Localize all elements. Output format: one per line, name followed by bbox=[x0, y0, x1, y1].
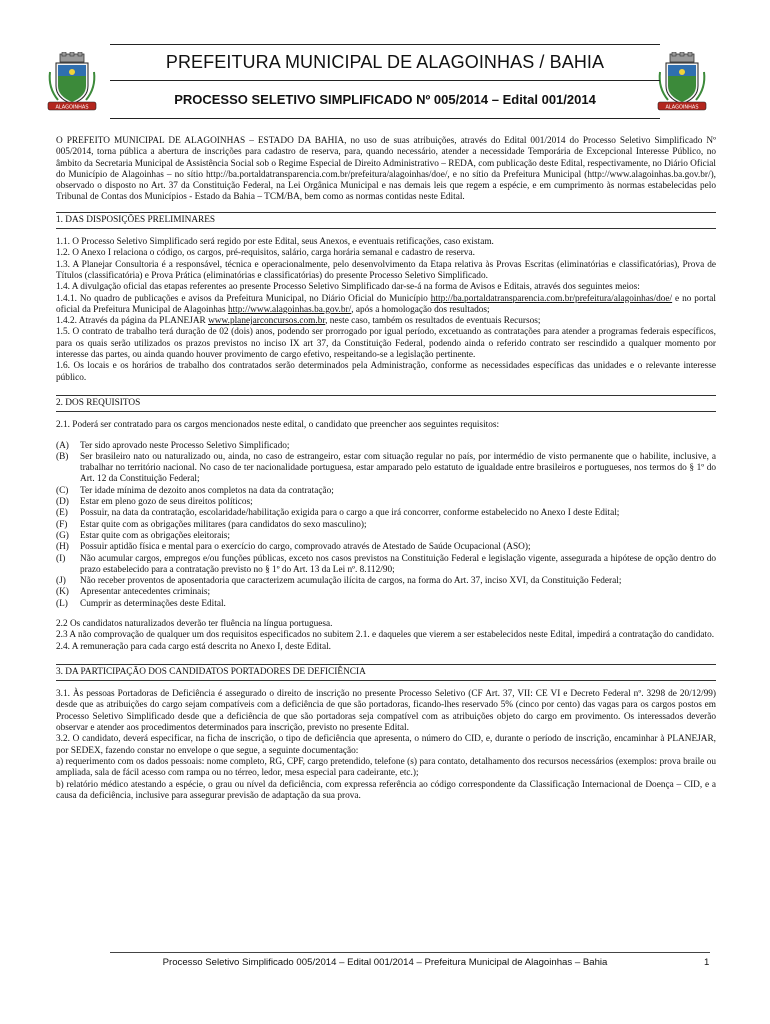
paragraph-2-1: 2.1. Poderá ser contratado para os cargos mencionados neste edital, o candidato que preencher aos seguintes requisitos: bbox=[56, 420, 500, 431]
list-key: (J) bbox=[56, 576, 66, 587]
paragraph-2-2: 2.2 Os candidatos naturalizados deverão ter fluência na língua portuguesa. bbox=[56, 618, 333, 629]
svg-text:ALAGOINHAS: ALAGOINHAS bbox=[55, 104, 89, 111]
paragraph-3-1: 3.1. Às pessoas Portadoras de Deficiência é assegurado o direito de inscrição no presente Processo Seletivo (CF Art. 37, VII: CE VI e Decreto Federal nº. 3298 de 20/12/99) desde que as atribuições do cargo sejam compatíveis com a deficiência de que são portadoras, ficando-lhes reservado 5% (cinco por cento) das vagas para os cargos postos em Processo Seletivo Simplificado desde que a deficiência de que são portadoras seja compatível com as atribuições objeto do cargo em provimento. Os interessados deverão observar e atender aos procedimentos determinados para inscrição, previsto no presente Edital. bbox=[56, 689, 716, 734]
paragraph-3-2-b: b) relatório médico atestando a espécie, o grau ou nível da deficiência, com expressa referência ao código correspondente da Classificação Internacional de Doença – CID, e a causa da deficiência, inclusive para assegurar previsão de adaptação da sua prova. bbox=[56, 779, 716, 801]
paragraph-3-2: 3.2. O candidato, deverá especificar, na ficha de inscrição, o tipo de deficiência que apresenta, o número do CID, e, durante o período de inscrição, encaminhar à PLANEJAR, por SEDEX, fazendo constar no envelope o que segue, a seguinte documentação: bbox=[56, 734, 716, 756]
section-heading-1: 1. DAS DISPOSIÇÕES PRELIMINARES bbox=[56, 212, 716, 229]
list-item bbox=[56, 497, 716, 508]
list-key: (K) bbox=[56, 587, 69, 598]
list-text: Apresentar antecedentes criminais; bbox=[80, 587, 211, 598]
list-key: (A) bbox=[56, 440, 69, 451]
svg-text:ALAGOINHAS: ALAGOINHAS bbox=[665, 104, 699, 111]
list-text: Estar em pleno gozo de seus direitos políticos; bbox=[80, 497, 253, 508]
paragraph-1-4-2-end: , neste caso, também os resultados de eventuais Recursos; bbox=[325, 316, 541, 327]
intro-paragraph: O PREFEITO MUNICIPAL DE ALAGOINHAS – ESTADO DA BAHIA, no uso de suas atribuições, através do Edital 001/2014 do Processo Seletivo Simplificado Nº 005/2014, torna pública a abertura de inscrições para cadastro de reserva, para, quando necessário, atender a necessidade Temporária de Excepcional Interesse Público, no âmbito da Secretaria Municipal de Assistência Social sob o Regime Especial de Direito Administrativo – REDA, com publicação deste Edital, respectivamente, no Diário Oficial do Município de Alagoinhas – no sítio http://ba.portaldatransparencia.com.br/prefeitura/alagoinhas/doe/, e no sítio da Prefeitura Municipal (http://www.alagoinhas.ba.gov.br/), observado o disposto no Art. 37 da Constituição Federal, na Lei Orgânica Municipal e nas demais leis que regem a espécie, e em cumprimento às normas estabelecidas pelo Tribunal de Contas dos Municípios - Estado da Bahia – TCM/BA, bem como as normas contidas neste Edital. bbox=[56, 136, 716, 203]
paragraph-1-5: 1.5. O contrato de trabalho terá duração de 02 (dois) anos, podendo ser prorrogado por igual período, excetuando as contratações para atender a programas federais específicos, para os quais serão utilizados os prazos previstos no inciso IX art 37, da Constituição Federal, podendo ainda o referido contrato ser rescindido a qualquer momento por interesse das partes, ou ainda quando houver provimento de cargo efetivo, respeitando-se a legislação pertinente. bbox=[56, 327, 716, 361]
planejar-link[interactable]: www.planejarconcursos.com.br bbox=[208, 316, 326, 327]
document-body bbox=[56, 136, 716, 802]
list-text: Possuir aptidão física e mental para o exercício do cargo, comprovado através de Atestado de Saúde Ocupacional (ASO); bbox=[80, 542, 531, 553]
list-item bbox=[56, 542, 716, 553]
prefeitura-link[interactable]: http://www.alagoinhas.ba.gov.br/ bbox=[227, 304, 352, 315]
list-item bbox=[56, 508, 716, 519]
list-text: Ser brasileiro nato ou naturalizado ou, ainda, no caso de estrangeiro, estar com situação regular no país, por intermédio de visto permanente que o habilite, inclusive, a trabalhar no território nacional. No caso de ter nacionalidade portuguesa, estar amparado pelo estatuto de igualdade entre brasileiros e portugueses, nos termos do § 1º do Art. 12 da Constituição Federal; bbox=[80, 451, 716, 485]
paragraph-1-3: 1.3. A Planejar Consultoria é a responsável, técnica e operacionalmente, pelo desenvolvimento da Etapa relativa às Provas Escritas (eliminatórias e classificatórias), Prova de Títulos (classificatória) e Prova Prática (eliminatórias e classificatórias) do presente Processo Seletivo Simplificado. bbox=[56, 259, 716, 281]
list-key: (C) bbox=[56, 485, 69, 496]
list-key: (D) bbox=[56, 497, 69, 508]
paragraph-1-4-1-mid: e no portal oficial da Prefeitura Municipal de Alagoinhas bbox=[56, 293, 716, 315]
municipal-crest-right bbox=[656, 52, 708, 114]
page-footer: Processo Seletivo Simplificado 005/2014 – Edital 001/2014 – Prefeitura Municipal de Alagoinhas – Bahia bbox=[162, 957, 608, 968]
list-text: Estar quite com as obrigações eleitorais; bbox=[80, 530, 230, 541]
section-heading-3: 3. DA PARTICIPAÇÃO DOS CANDIDATOS PORTADORES DE DEFICIÊNCIA bbox=[56, 664, 716, 681]
paragraph-2-4: 2.4. A remuneração para cada cargo está descrita no Anexo I, deste Edital. bbox=[56, 641, 332, 652]
list-key: (B) bbox=[56, 451, 69, 462]
header-rule-top bbox=[110, 44, 660, 45]
list-text: Cumprir as determinações deste Edital. bbox=[80, 598, 226, 609]
paragraph-1-4-1-end: , após a homologação dos resultados; bbox=[351, 304, 490, 315]
footer-rule bbox=[110, 952, 710, 953]
page-subtitle: PROCESSO SELETIVO SIMPLIFICADO Nº 005/2014 – Edital 001/2014 bbox=[174, 92, 596, 107]
paragraph-2-3: 2.3 A não comprovação de qualquer um dos requisitos especificados no subitem 2.1. e daqueles que vierem a ser estabelecidos neste Edital, impedirá a contratação do candidato. bbox=[56, 630, 715, 641]
requirements-list bbox=[56, 441, 716, 610]
header-rule-middle bbox=[110, 80, 660, 81]
paragraph-3-2-a: a) requerimento com os dados pessoais: nome completo, RG, CPF, cargo pretendido, telefone (s) para contato, detalhamento dos recursos necessários (exemplos: prova braile ou ampliada, sala de fácil acesso com rampa ou no térreo, ledor, mesa especial para cadeirante, etc.); bbox=[56, 756, 716, 779]
paragraph-1-4-1-text: 1.4.1. No quadro de publicações e avisos da Prefeitura Municipal, no Diário Oficial do Município bbox=[56, 293, 431, 304]
list-item bbox=[56, 441, 716, 452]
paragraph-1-2: 1.2. O Anexo I relaciona o código, os cargos, pré-requisitos, salário, carga horária semanal e cadastro de reserva. bbox=[56, 248, 475, 259]
list-item bbox=[56, 587, 716, 598]
list-item bbox=[56, 599, 716, 610]
paragraph-1-4-1 bbox=[56, 294, 716, 317]
list-text: Estar quite com as obrigações militares (para candidatos do sexo masculino); bbox=[80, 519, 367, 530]
list-text: Possuir, na data da contratação, escolaridade/habilitação exigida para o cargo a que irá concorrer, conforme estabelecido no Anexo I deste Edital; bbox=[80, 508, 620, 519]
list-key: (H) bbox=[56, 542, 69, 553]
page-title: PREFEITURA MUNICIPAL DE ALAGOINHAS / BAHIA bbox=[165, 52, 605, 72]
list-text: Ter idade mínima de dezoito anos completos na data da contratação; bbox=[80, 485, 334, 496]
list-item bbox=[56, 531, 716, 542]
list-item bbox=[56, 520, 716, 531]
list-item bbox=[56, 554, 716, 577]
list-text: Não acumular cargos, empregos e/ou funções públicas, exceto nos casos previstos na Constituição Federal e legislação vigente, assegurada a hipótese de opção dentro do prazo estabelecido para a contratação previsto no § 1º do Art. 13 da Lei nº. 8.112/90; bbox=[80, 553, 716, 575]
section-heading-2: 2. DOS REQUISITOS bbox=[56, 395, 716, 412]
page-number: 1 bbox=[704, 957, 710, 968]
list-text: Ter sido aprovado neste Processo Seletivo Simplificado; bbox=[80, 440, 290, 451]
list-key: (F) bbox=[56, 519, 68, 530]
doe-link[interactable]: http://ba.portaldatransparencia.com.br/prefeitura/alagoinhas/doe/ bbox=[430, 293, 673, 304]
header-rule-bottom bbox=[110, 118, 660, 119]
paragraph-1-4: 1.4. A divulgação oficial das etapas referentes ao presente Processo Seletivo Simplificado dar-se-á na forma de Avisos e Editais, através dos seguintes meios: bbox=[56, 282, 640, 293]
list-key: (L) bbox=[56, 598, 68, 609]
list-key: (G) bbox=[56, 530, 69, 541]
paragraph-1-4-2-text: 1.4.2. Através da página da PLANEJAR bbox=[56, 316, 209, 327]
paragraph-1-4-2 bbox=[56, 316, 716, 327]
list-key: (E) bbox=[56, 508, 68, 519]
list-item bbox=[56, 486, 716, 497]
list-key: (I) bbox=[56, 553, 66, 564]
paragraph-1-1: 1.1. O Processo Seletivo Simplificado será regido por este Edital, seus Anexos, e eventuais retificações, caso existam. bbox=[56, 237, 494, 248]
paragraph-1-6: 1.6. Os locais e os horários de trabalho dos contratados serão determinados pela Administração, conforme as necessidades específicas das unidades e o relevante interesse público. bbox=[56, 361, 716, 383]
municipal-crest-left bbox=[46, 52, 98, 114]
list-item bbox=[56, 576, 716, 587]
list-item bbox=[56, 452, 716, 486]
list-text: Não receber proventos de aposentadoria que caracterizem acumulação ilícita de cargos, na forma do Art. 37, inciso XVI, da Constituição Federal; bbox=[80, 576, 622, 587]
